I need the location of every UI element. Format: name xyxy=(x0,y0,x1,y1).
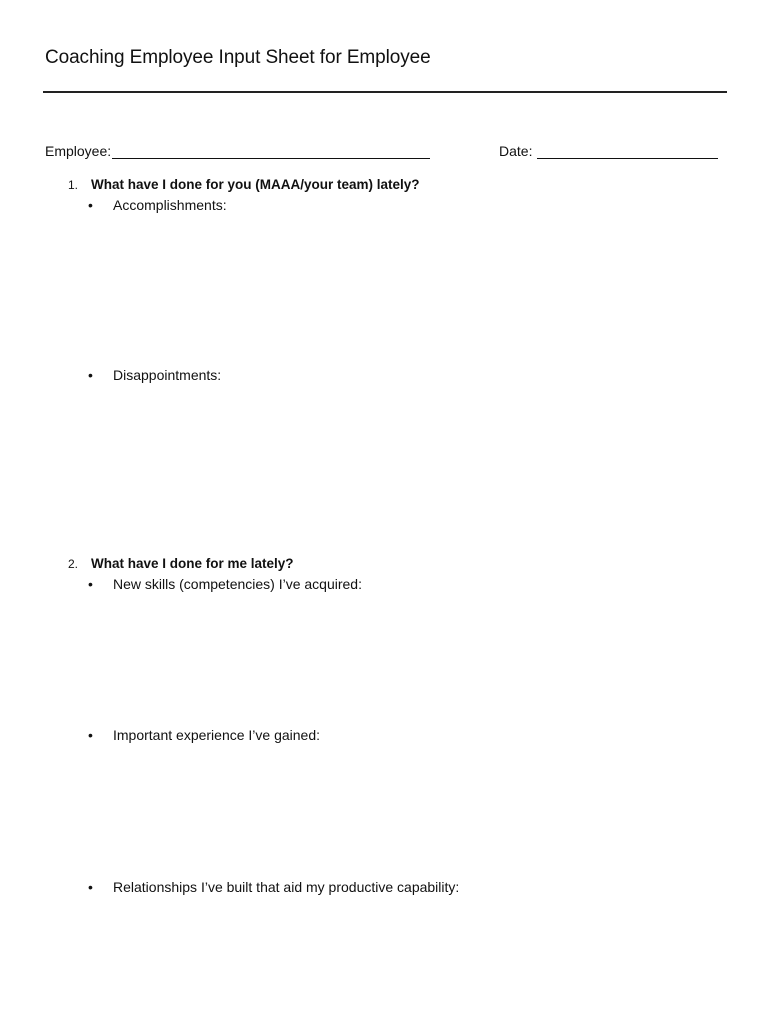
bullet-icon: • xyxy=(88,879,93,895)
question-text: What have I done for me lately? xyxy=(91,556,294,571)
bullet-icon: • xyxy=(88,197,93,213)
bullet-icon: • xyxy=(88,367,93,383)
title-divider xyxy=(43,91,727,93)
bullet-icon: • xyxy=(88,576,93,592)
date-input-line[interactable] xyxy=(537,142,718,159)
employee-label: Employee: xyxy=(45,143,112,159)
question-number: 1. xyxy=(68,178,79,192)
bullet-icon: • xyxy=(88,727,93,743)
employee-input-line[interactable] xyxy=(112,142,430,159)
date-field-row xyxy=(499,142,718,159)
date-label: Date: xyxy=(499,143,533,159)
page-title: Coaching Employee Input Sheet for Employee xyxy=(45,47,431,68)
question-number: 2. xyxy=(68,557,79,571)
list-item-label: New skills (competencies) I’ve acquired: xyxy=(113,576,362,592)
list-item-label: Important experience I’ve gained: xyxy=(113,727,321,743)
employee-field-row xyxy=(45,142,430,159)
list-item-label: Accomplishments: xyxy=(113,197,227,213)
list-item-label: Disappointments: xyxy=(113,367,222,383)
question-text: What have I done for you (MAAA/your team) lately? xyxy=(91,177,420,192)
list-item-label: Relationships I’ve built that aid my productive capability: xyxy=(113,879,460,895)
